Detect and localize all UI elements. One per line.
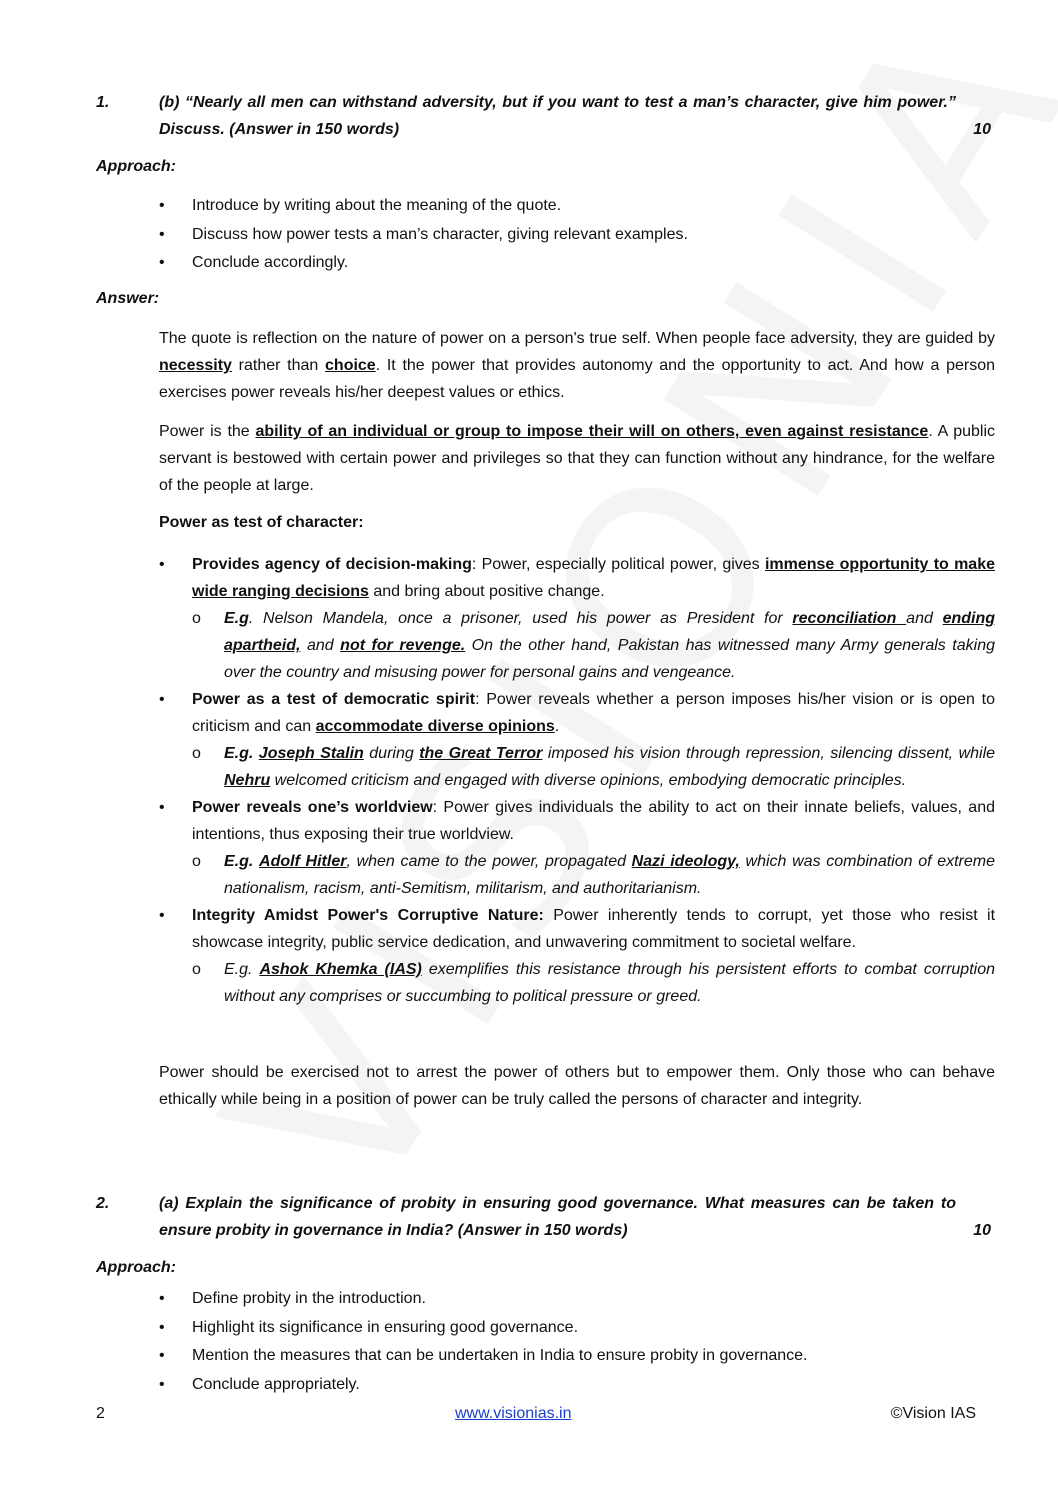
text-run: and xyxy=(300,637,341,654)
list-item xyxy=(159,794,995,902)
bullet-icon: • xyxy=(159,556,165,573)
emphasis-text: necessity xyxy=(159,357,232,374)
text-run: E.g. xyxy=(224,961,260,978)
example-item xyxy=(192,848,995,902)
bullet-icon: • xyxy=(159,799,165,816)
text-run: rather than xyxy=(231,357,326,374)
approach-item: • Highlight its significance in ensuring good governance. xyxy=(159,1314,999,1343)
emphasis-text: ending apartheid, xyxy=(224,610,996,654)
text-run: Power inherently tends to corrupt, yet those who resist it showcase integrity, public service dedication, and unwavering commitment to societal welfare. xyxy=(192,907,996,951)
text-run: imposed his vision through repression, silencing dissent, while xyxy=(542,745,996,762)
item-title: Power as a test of democratic spirit xyxy=(192,691,476,708)
emphasis-text: reconciliation xyxy=(792,610,907,627)
text-run: during xyxy=(363,745,420,762)
page-number: 2 xyxy=(96,1405,105,1422)
approach-item: • Discuss how power tests a man’s character, giving relevant examples. xyxy=(159,221,999,250)
emphasis-text: accommodate diverse opinions xyxy=(315,718,555,735)
question-number: 2. xyxy=(96,1195,110,1212)
approach-heading: Approach: xyxy=(96,158,176,175)
question-text: (a) Explain the significance of probity in ensuring good governance. What measures can be taken to ensure probity in governance in India? (Answer in 150 words) xyxy=(159,1195,956,1239)
emphasis-text: choice xyxy=(325,357,376,374)
approach-item: • Introduce by writing about the meaning of the quote. xyxy=(159,192,999,221)
q2-approach-list xyxy=(159,1285,999,1399)
list-item xyxy=(159,686,995,794)
text-run: . It the power that provides autonomy and the opportunity to act. And how a person exercises power reveals his/her deepest values or ethics. xyxy=(159,357,995,401)
text-run: : Power, especially political power, gives xyxy=(471,556,765,573)
list-item xyxy=(159,902,995,1010)
item-title: Integrity Amidst Power's Corruptive Nature: xyxy=(192,907,544,924)
q1-approach-list xyxy=(159,192,999,278)
emphasis-text: ability of an individual or group to impose their will on others, even against resistance xyxy=(255,423,929,440)
question-2 xyxy=(96,1190,996,1244)
answer-heading: Answer: xyxy=(96,290,160,307)
text-run: The quote is reflection on the nature of power on a person's true self. When people face adversity, they are guided by xyxy=(159,330,995,347)
power-section-heading: Power as test of character: xyxy=(159,514,364,531)
emphasis-text: Nehru xyxy=(224,772,271,789)
circle-bullet-icon: o xyxy=(192,961,201,978)
item-title: Power reveals one’s worldview xyxy=(192,799,433,816)
text-run: : Power reveals whether a person imposes his/her vision or is open to criticism and can xyxy=(192,691,996,735)
emphasis-text: Adolf Hitler xyxy=(259,853,347,870)
question-marks: 10 xyxy=(973,1222,991,1239)
approach-item: • Conclude appropriately. xyxy=(159,1371,999,1400)
emphasis-text: Nazi ideology, xyxy=(631,853,740,870)
example-item xyxy=(192,740,995,794)
emphasis-text: the Great Terror xyxy=(419,745,543,762)
approach-item: • Conclude accordingly. xyxy=(159,249,999,278)
text-run: exemplifies this resistance through his persistent efforts to combat corruption without any comprises or succumbing to political pressure or greed. xyxy=(224,961,995,1005)
list-item xyxy=(159,551,995,686)
answer-paragraph-1 xyxy=(159,325,995,406)
emphasis-text: Joseph Stalin xyxy=(258,745,364,762)
approach-heading: Approach: xyxy=(96,1259,176,1276)
example-item xyxy=(192,605,995,686)
approach-item: • Mention the measures that can be undertaken in India to ensure probity in governance. xyxy=(159,1342,999,1371)
circle-bullet-icon: o xyxy=(192,853,201,870)
circle-bullet-icon: o xyxy=(192,610,201,627)
question-1 xyxy=(96,89,996,143)
emphasis-text: not for revenge. xyxy=(340,637,466,654)
bullet-icon: • xyxy=(159,907,165,924)
text-run: and xyxy=(906,610,943,627)
eg-label: E.g xyxy=(224,610,249,627)
text-run: which was combination of extreme nationalism, racism, anti-Semitism, militarism, and authoritarianism. xyxy=(224,853,996,897)
text-run: , when came to the power, propagated xyxy=(346,853,632,870)
text-run: . xyxy=(554,718,560,735)
eg-label: E.g. xyxy=(224,853,254,870)
conclusion-paragraph: Power should be exercised not to arrest the power of others but to empower them. Only those who can behave ethically while being in a position of power can be truly called the persons of character and integrity. xyxy=(159,1064,995,1108)
question-number: 1. xyxy=(96,94,110,111)
text-run: welcomed criticism and engaged with diverse opinions, embodying democratic principles. xyxy=(270,772,907,789)
text-run: Power is the xyxy=(159,423,256,440)
question-marks: 10 xyxy=(973,121,991,138)
text-run: . A public servant is bestowed with certain power and privileges so that they can function without any hindrance, for the welfare of the people at large. xyxy=(159,423,996,494)
circle-bullet-icon: o xyxy=(192,745,201,762)
example-item xyxy=(192,956,995,1010)
power-list xyxy=(159,551,995,1010)
emphasis-text: immense opportunity to make wide ranging decisions xyxy=(192,556,995,600)
text-run: and bring about positive change. xyxy=(368,583,605,600)
answer-paragraph-2 xyxy=(159,418,995,499)
bullet-icon: • xyxy=(159,691,165,708)
copyright-text: ©Vision IAS xyxy=(890,1405,976,1422)
item-title: Provides agency of decision-making xyxy=(192,556,472,573)
text-run: . Nelson Mandela, once a prisoner, used his power as President for xyxy=(248,610,793,627)
eg-label: E.g. xyxy=(224,745,254,762)
website-link[interactable]: www.visionias.in xyxy=(455,1405,572,1422)
approach-item: • Define probity in the introduction. xyxy=(159,1285,999,1314)
question-text: (b) “Nearly all men can withstand adversity, but if you want to test a man’s character, give him power.” Discuss. (Answer in 150 words) xyxy=(159,94,956,138)
text-run: : Power gives individuals the ability to act on their innate beliefs, values, and intentions, thus exposing their true worldview. xyxy=(192,799,996,843)
text-run: On the other hand, Pakistan has witnessed many Army generals taking over the country and misusing power for personal gains and vengeance. xyxy=(224,637,996,681)
emphasis-text: Ashok Khemka (IAS) xyxy=(259,961,422,978)
